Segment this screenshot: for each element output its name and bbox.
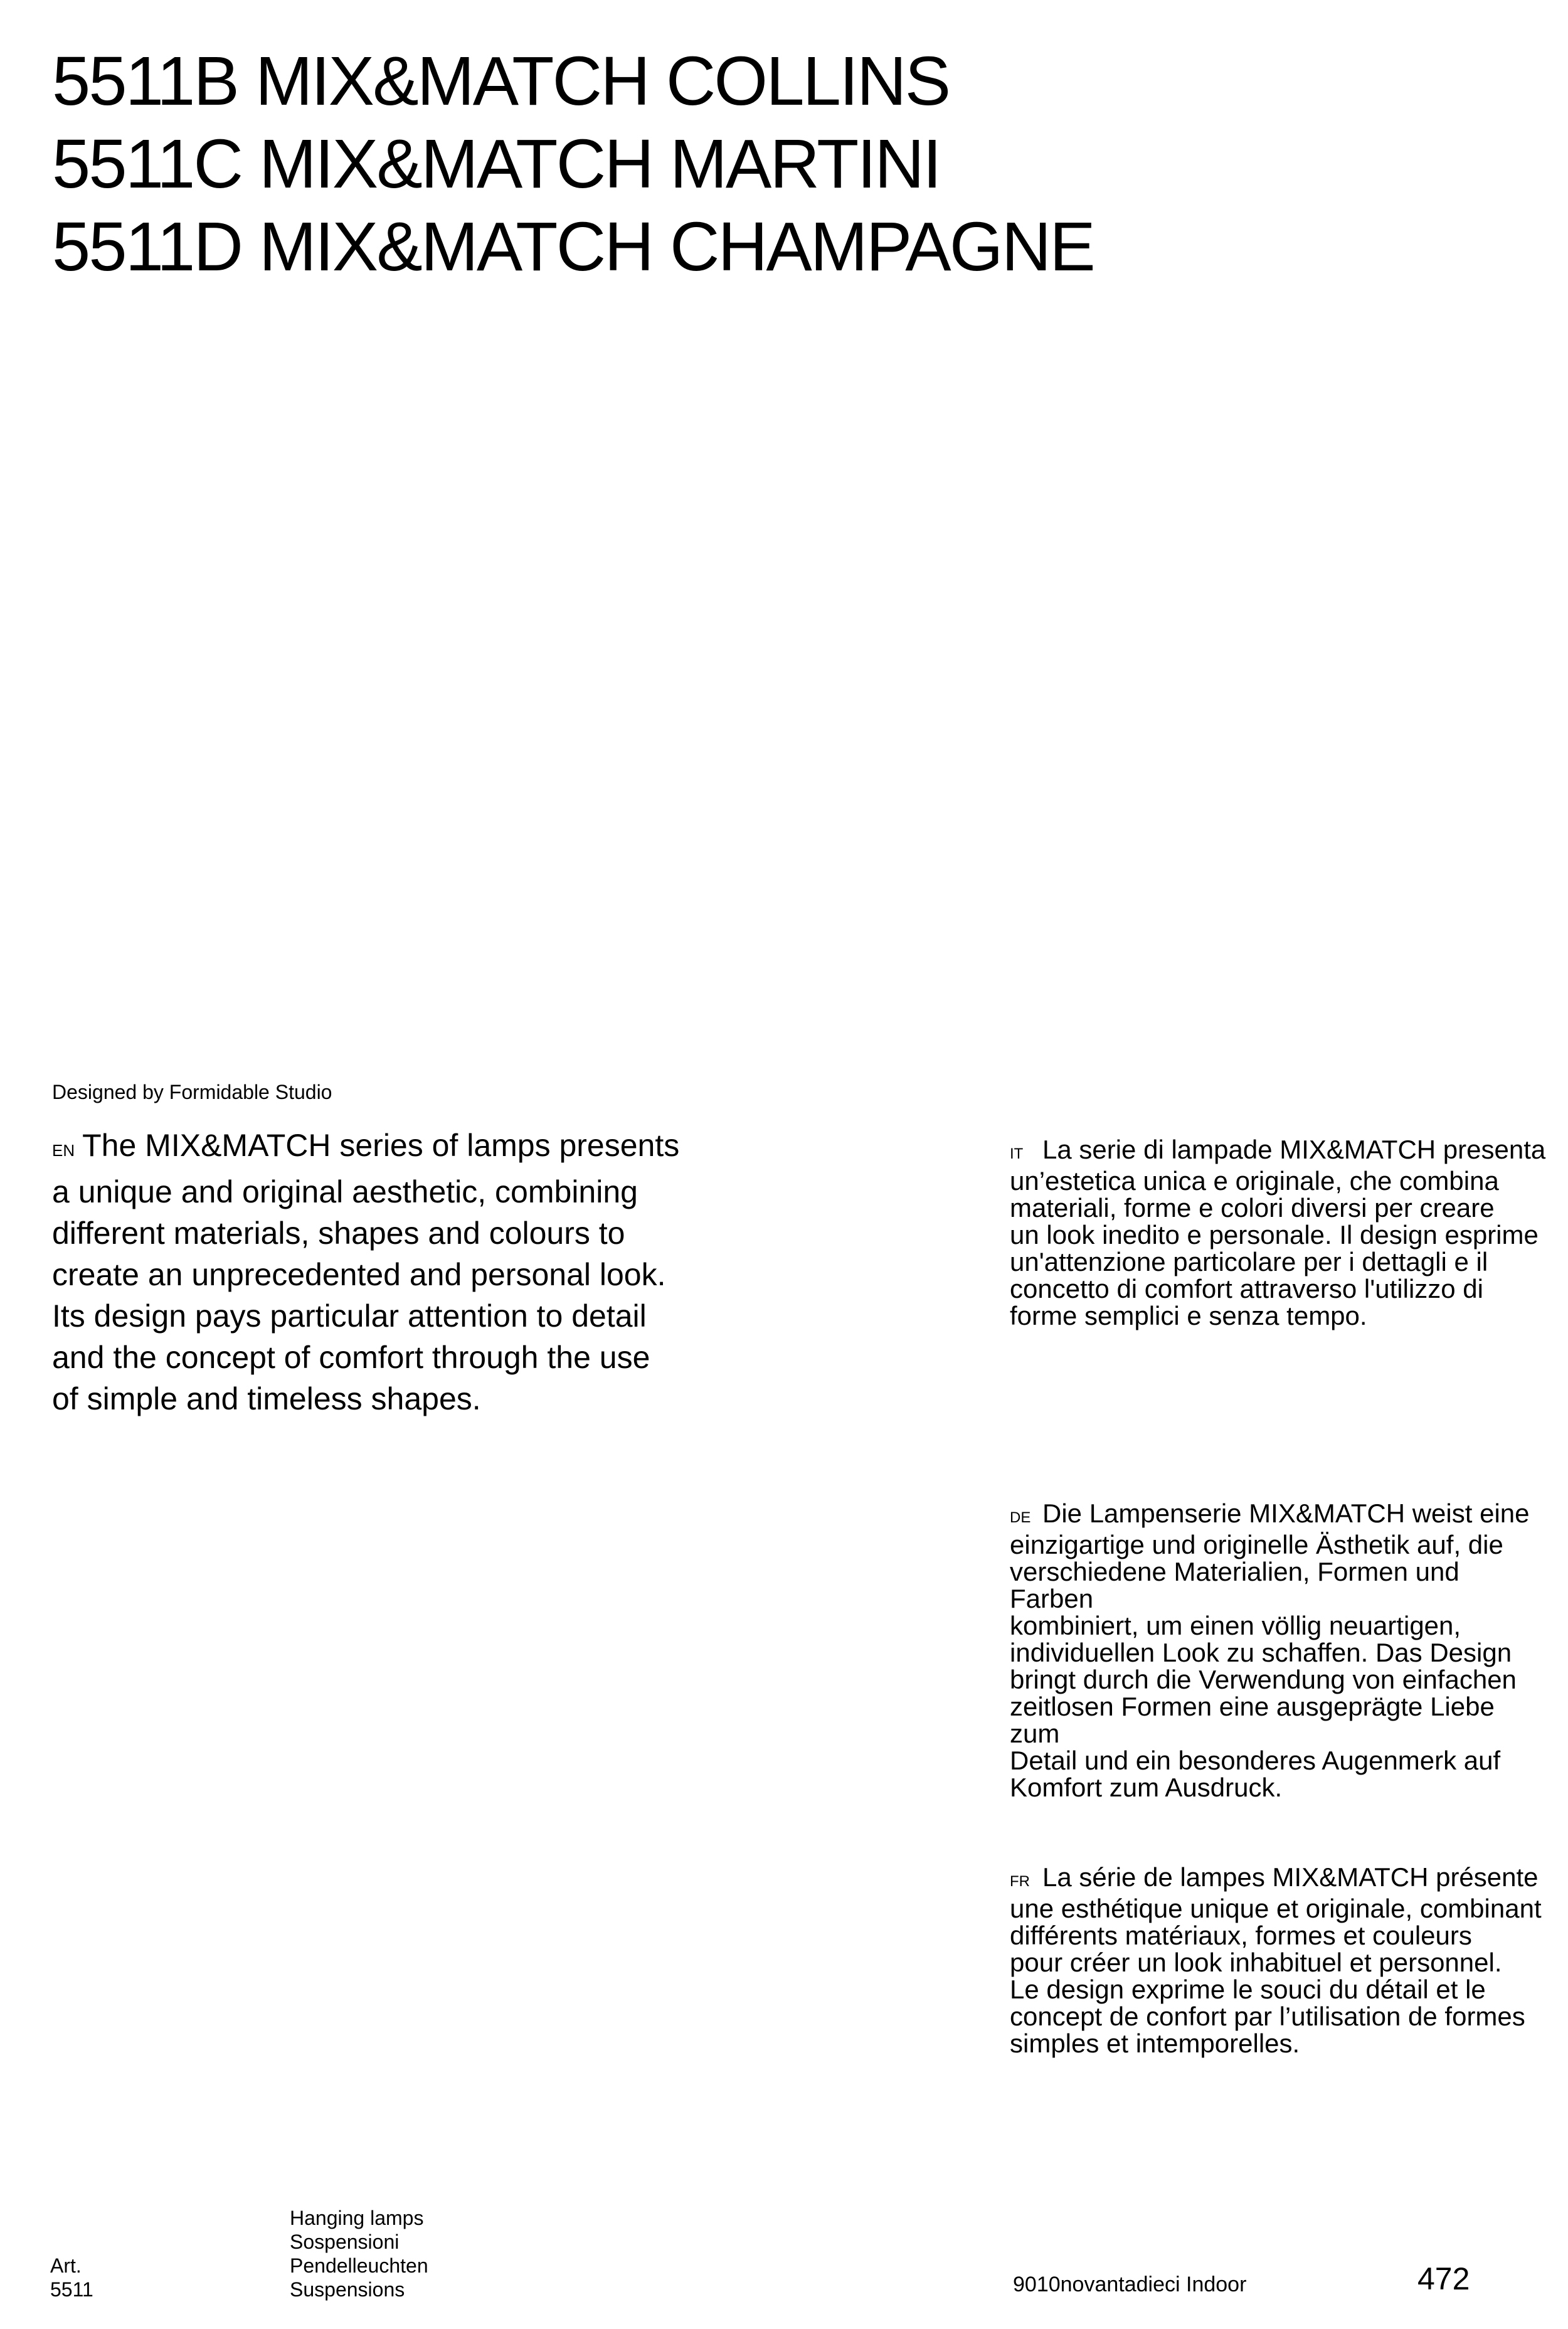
description-fr	[1010, 1864, 1549, 2057]
description-en	[52, 1125, 842, 1419]
product-title: 5511B MIX&MATCH COLLINS 5511C MIX&MATCH MARTINI 5511D MIX&MATCH CHAMPAGNE	[52, 43, 1094, 285]
description-text-de: Die Lampenserie MIX&MATCH weist eine einzigartige und originelle Ästhetik auf, die verschiedene Materialien, Formen und Farben kombiniert, um einen völlig neuartigen, individuellen Look zu schaffen. Das Design bringt durch die Verwendung von einfachen zeitlosen Formen eine ausgeprägte Liebe zum Detail und ein besonderes Augenmerk auf Komfort zum Ausdruck.	[1010, 1499, 1530, 1802]
language-label-fr: FR	[1010, 1873, 1030, 1890]
description-de	[1010, 1500, 1549, 1801]
description-text-fr: La série de lampes MIX&MATCH présente une esthétique unique et originale, combinant différents matériaux, formes et couleurs pour créer un look inhabituel et personnel. Le design exprime le souci du détail et le concept de confort par l’utilisation de formes simples et intemporelles.	[1010, 1862, 1542, 2058]
brand-catalog-name: 9010novantadieci Indoor	[1013, 2273, 1247, 2296]
article-number-block: Art. 5511	[50, 2254, 93, 2301]
language-label-it: IT	[1010, 1145, 1024, 1162]
description-text-it: La serie di lampade MIX&MATCH presenta un’estetica unica e originale, che combina materiali, forme e colori diversi per creare un look inedito e personale. Il design esprime un'attenzione particolare per i dettagli e il concetto di comfort attraverso l'utilizzo di forme semplici e senza tempo.	[1010, 1135, 1546, 1330]
description-text-en: The MIX&MATCH series of lamps presents a unique and original aesthetic, combining different materials, shapes and colours to create an unprecedented and personal look. Its design pays particular attention to detail and the concept of comfort through the use of simple and timeless shapes.	[52, 1128, 680, 1416]
page-number: 472	[1417, 2261, 1470, 2296]
description-it	[1010, 1136, 1549, 1329]
product-category-block: Hanging lamps Sospensioni Pendelleuchten Suspensions	[290, 2207, 428, 2301]
language-label-en: EN	[52, 1141, 75, 1160]
designer-credit: Designed by Formidable Studio	[52, 1081, 332, 1103]
language-label-de: DE	[1010, 1509, 1031, 1526]
